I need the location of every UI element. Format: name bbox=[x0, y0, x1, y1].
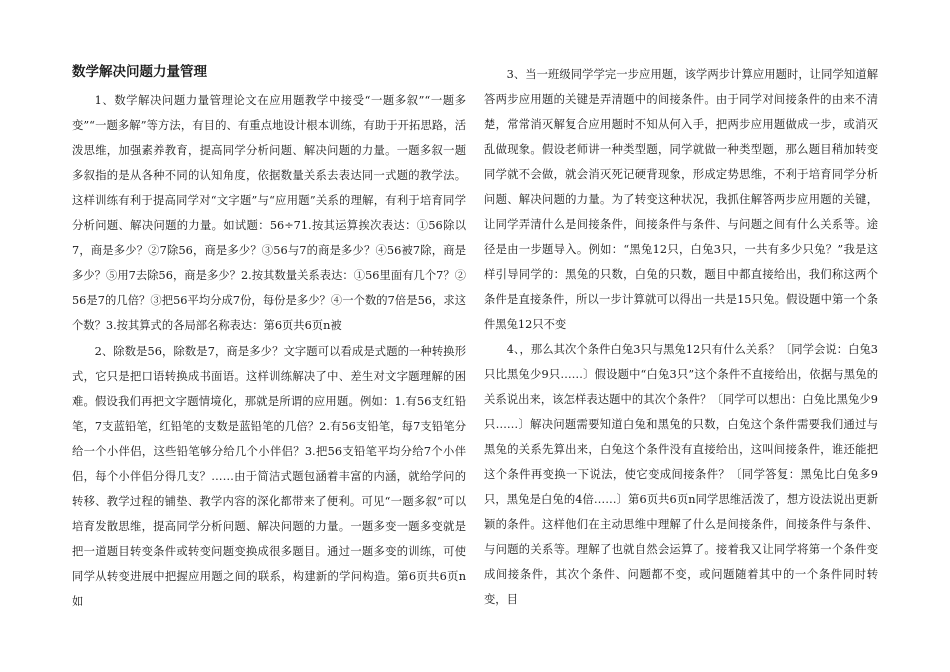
right-column bbox=[484, 62, 878, 612]
document-title: 数学解决问题力量管理 bbox=[72, 64, 207, 80]
paragraph-2: 2、除数是56，除数是7，商是多少？文字题可以看成是式题的一种转换形式，它只是把口语转换成书面语。这样训练解决了中、差生对文字题理解的困难。假设我们再把文字题情境化，那就是所谓的应用题。例如：1.有56支红铅笔，7支蓝铅笔，红铅笔的支数是蓝铅笔的几倍？2.有56支铅笔，每7支铅笔分给一个小伴侣，这些铅笔够分给几个小伴侣？3.把56支铅笔平均分给7个小伴侣，每个小伴侣分得几支？……由于简洁式题包涵着丰富的内涵，就给学问的转移、教学过程的铺垫、教学内容的深化都带来了便利。可见“一题多叙”可以培育发散思维，提高同学分析问题、解决问题的力量。一题多变一题多变就是把一道题目转变条件或转变问题变换成很多题目。通过一题多变的训练，可使同学从转变进展中把握应用题之间的联系，构建新的学问构造。第6页共6页n如 bbox=[72, 345, 466, 608]
paragraph-3: 3、当一班级同学学完一步应用题，该学两步计算应用题时，让同学知道解答两步应用题的关键是弄清题中的间接条件。由于同学对间接条件的由来不清楚，常常消灭解复合应用题时不知从何入手，把两步应用题做成一步，或消灭乱做现象。假设老师讲一种类型题，同学就做一种类型题，那么题目稍加转变同学就不会做，就会消灭死记硬背现象，形成定势思维，不利于培育同学分析问题、解决问题的力量。为了转变这种状况，我抓住解答两步应用题的关键，让同学弄清什么是间接条件，间接条件与条件、与问题之间有什么关系等。途径是由一步题导入。例如：“黑兔12只，白兔3只，一共有多少只兔？”我是这样引导同学的：黑兔的只数，白兔的只数，题目中都直接给出，我们称这两个条件是直接条件，所以一步计算就可以得出一共是15只兔。假设题中第一个条件黑兔12只不变 bbox=[484, 68, 878, 331]
left-column bbox=[72, 62, 466, 614]
paragraph-1: 1、数学解决问题力量管理论文在应用题教学中接受“一题多叙”“一题多变”“一题多解”等方法，有目的、有重点地设计根本训练，有助于开拓思路，活泼思维，加强素养教育，提高同学分析问题、解决问题的力量。一题多叙一题多叙指的是从各种不同的认知角度，依据数量关系去表达同一式题的教学法。这样训练有利于提高同学对“文字题”与“应用题”关系的理解，有利于培育同学分析问题、解决问题的力量。如试题：56÷71.按其运算挨次表达：①56除以7，商是多少？②7除56，商是多少？③56与7的商是多少？④56被7除，商是多少？⑤用7去除56，商是多少？2.按其数量关系表达：①56里面有几个7？②56是7的几倍？③把56平均分成7份，每份是多少？④一个数的7倍是56，求这个数？3.按其算式的各局部名称表达：第6页共6页n被 bbox=[72, 94, 466, 332]
paragraph-4: 4、，那么其次个条件白兔3只与黑兔12只有什么关系？〔同学会说：白兔3只比黑兔少9只……〕假设题中“白兔3只”这个条件不直接给出，依据与黑兔的关系说出来，该怎样表达题中的其次个条件？〔同学可以想出：白兔比黑兔少9只……〕解决问题需要知道白兔和黑兔的只数，白兔这个条件需要我们通过与黑兔的关系先算出来，白兔这个条件没有直接给出，这叫间接条件，谁还能把这个条件再变换一下说法，使它变成间接条件？〔同学答复：黑兔比白兔多9只，黑兔是白兔的4倍……〕第6页共6页n同学思维活泼了，想方设法说出更新颖的条件。这样他们在主动思维中理解了什么是间接条件，间接条件与条件、与问题的关系等。理解了也就自然会运算了。接着我又让同学将第一个条件变成间接条件，其次个条件、问题都不变，或问题随着其中的一个条件同时转变，目 bbox=[484, 343, 878, 606]
